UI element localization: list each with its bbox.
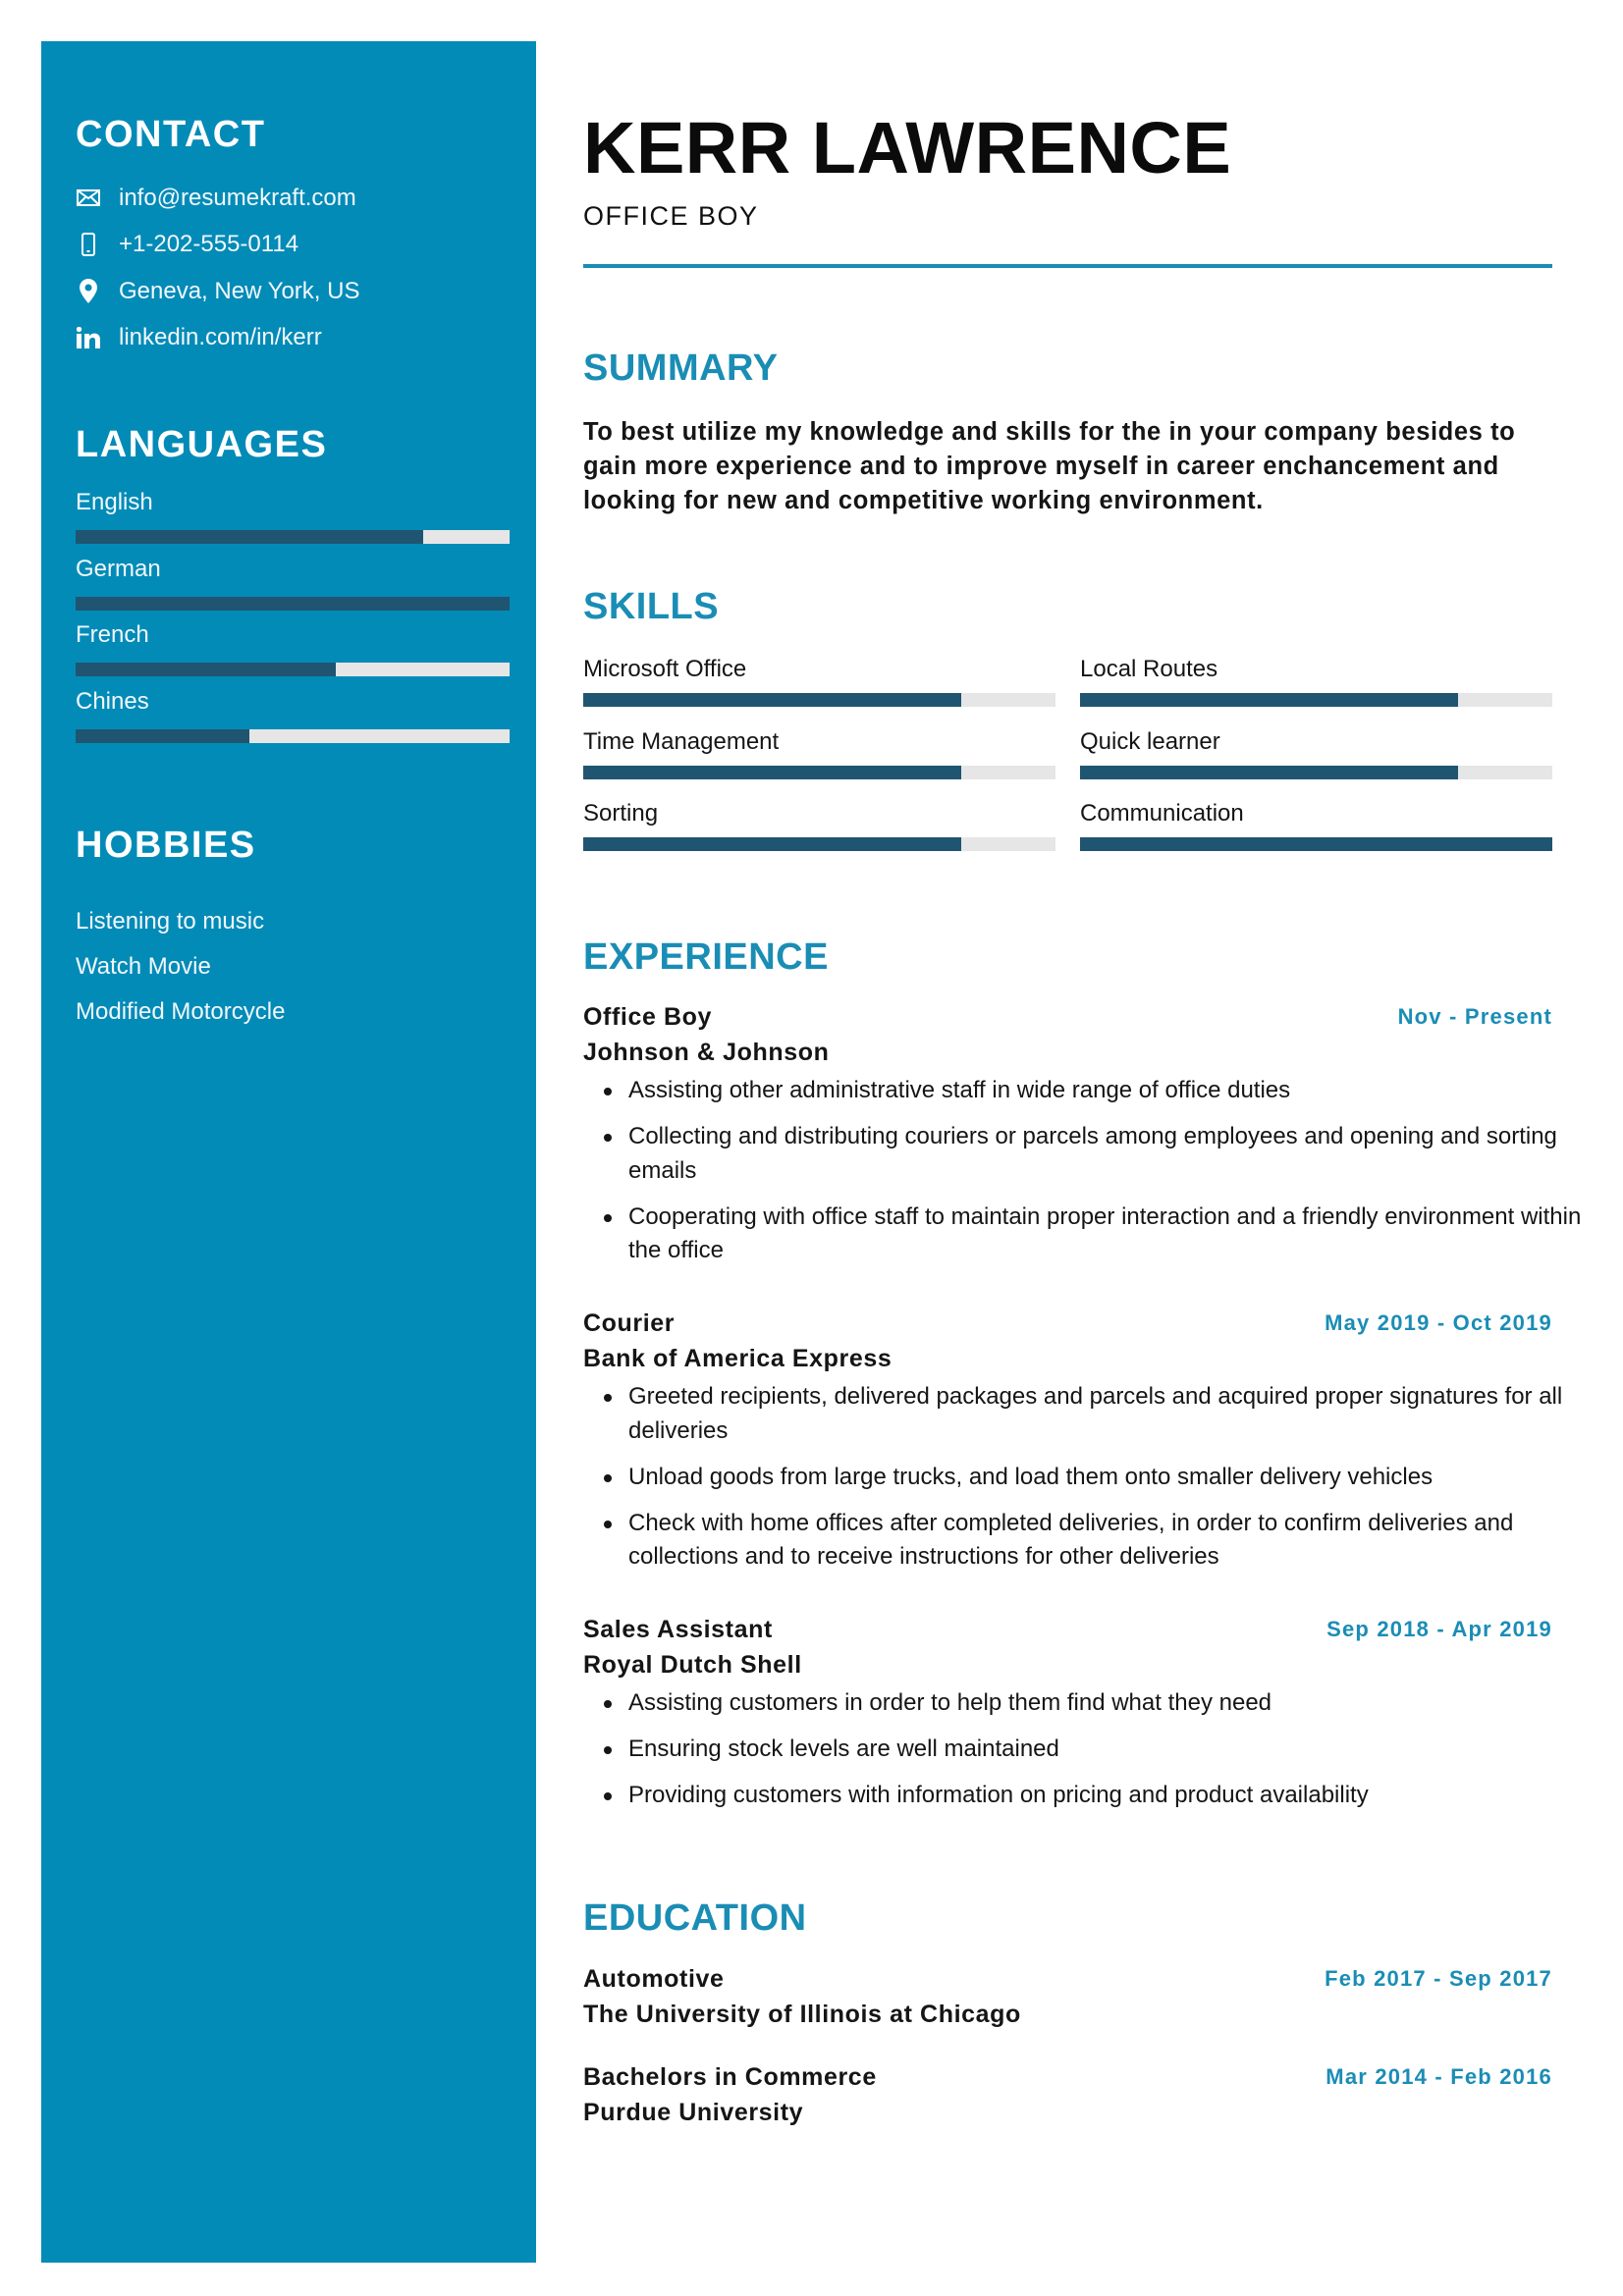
contact-phone-text: +1-202-555-0114 xyxy=(119,231,299,258)
education-date: Mar 2014 - Feb 2016 xyxy=(1325,2064,1552,2089)
job-company: Bank of America Express xyxy=(583,1345,893,1372)
skill-name: Local Routes xyxy=(1080,656,1218,682)
skill-item xyxy=(1080,724,1552,797)
header-divider xyxy=(583,264,1552,268)
experience-entry xyxy=(583,1306,1595,1586)
hobbies-heading: HOBBIES xyxy=(76,825,256,866)
skill-level-bar xyxy=(1080,766,1552,779)
language-name: English xyxy=(76,489,153,515)
job-bullet: Assisting customers in order to help them find what they need xyxy=(583,1686,1595,1721)
contact-list xyxy=(76,175,508,361)
hobby-item: Listening to music xyxy=(76,908,265,934)
job-date: May 2019 - Oct 2019 xyxy=(1325,1310,1552,1335)
skill-level-fill xyxy=(583,766,961,779)
job-date: Nov - Present xyxy=(1397,1004,1552,1029)
skill-item xyxy=(583,652,1055,724)
education-date: Feb 2017 - Sep 2017 xyxy=(1325,1966,1552,1991)
phone-icon xyxy=(76,232,101,257)
job-bullet: Collecting and distributing couriers or parcels among employees and opening and sorting emails xyxy=(583,1120,1595,1188)
skill-level-fill xyxy=(1080,837,1552,851)
hobbies-list xyxy=(76,899,285,1035)
languages-list xyxy=(76,485,510,750)
language-level-fill xyxy=(76,663,336,676)
contact-heading: CONTACT xyxy=(76,114,266,155)
sidebar xyxy=(41,41,536,2263)
summary-text: To best utilize my knowledge and skills for the in your company besides to gain more experience and to improve myself in career enchancement and looking for new and competitive working environment. xyxy=(583,418,1516,514)
language-item xyxy=(76,485,510,552)
contact-linkedin[interactable] xyxy=(76,315,508,362)
education-entry xyxy=(583,2059,1552,2130)
skill-name: Communication xyxy=(1080,800,1244,827)
envelope-icon xyxy=(76,186,101,211)
languages-heading: LANGUAGES xyxy=(76,424,328,465)
job-bullet: Unload goods from large trucks, and load them onto smaller delivery vehicles xyxy=(583,1461,1595,1495)
language-level-fill xyxy=(76,729,249,743)
map-pin-icon xyxy=(76,279,101,304)
skill-item xyxy=(583,796,1055,869)
skill-level-fill xyxy=(1080,766,1458,779)
language-name: German xyxy=(76,555,161,582)
language-name: French xyxy=(76,621,149,648)
skill-name: Quick learner xyxy=(1080,727,1220,755)
education-school: Purdue University xyxy=(583,2099,804,2126)
candidate-name: KERR LAWRENCE xyxy=(583,107,1232,188)
job-title: Office Boy xyxy=(583,1003,713,1031)
skill-item xyxy=(583,724,1055,797)
skill-level-fill xyxy=(583,837,961,851)
experience-heading: EXPERIENCE xyxy=(583,936,829,978)
job-title: Courier xyxy=(583,1309,676,1337)
summary-heading: SUMMARY xyxy=(583,347,779,389)
job-bullets xyxy=(583,1686,1595,1813)
linkedin-icon xyxy=(76,325,101,350)
job-bullet: Greeted recipients, delivered packages and parcels and acquired proper signatures for all deliveries xyxy=(583,1380,1595,1448)
skills-grid xyxy=(583,652,1552,869)
contact-phone[interactable] xyxy=(76,222,508,269)
skill-name: Sorting xyxy=(583,800,659,827)
skill-name: Microsoft Office xyxy=(583,656,747,682)
hobby-item: Watch Movie xyxy=(76,953,211,980)
contact-location xyxy=(76,268,508,315)
language-item xyxy=(76,684,510,751)
job-title: Sales Assistant xyxy=(583,1616,773,1643)
language-level-bar xyxy=(76,729,510,743)
skill-level-fill xyxy=(1080,693,1458,707)
skill-level-bar xyxy=(1080,693,1552,707)
experience-entry xyxy=(583,1612,1595,1825)
job-bullets xyxy=(583,1380,1595,1575)
contact-email-text: info@resumekraft.com xyxy=(119,184,356,211)
skill-item xyxy=(1080,652,1552,724)
skill-name: Time Management xyxy=(583,727,780,755)
job-company: Johnson & Johnson xyxy=(583,1039,830,1066)
contact-email[interactable] xyxy=(76,175,508,222)
skill-level-bar xyxy=(583,766,1055,779)
education-school: The University of Illinois at Chicago xyxy=(583,2001,1021,2028)
language-level-bar xyxy=(76,597,510,611)
language-name: Chines xyxy=(76,687,149,715)
language-level-bar xyxy=(76,663,510,676)
education-degree: Automotive xyxy=(583,1965,725,1993)
job-date: Sep 2018 - Apr 2019 xyxy=(1326,1617,1552,1641)
job-bullet: Check with home offices after completed deliveries, in order to confirm deliveries and collections and to receive instructions for other deliveries xyxy=(583,1507,1595,1575)
language-item xyxy=(76,552,510,618)
skill-level-bar xyxy=(583,693,1055,707)
hobby-item: Modified Motorcycle xyxy=(76,998,286,1025)
skill-item xyxy=(1080,796,1552,869)
language-item xyxy=(76,617,510,684)
skill-level-bar xyxy=(583,837,1055,851)
language-level-fill xyxy=(76,530,423,544)
job-bullet: Ensuring stock levels are well maintained xyxy=(583,1733,1595,1767)
job-bullet: Assisting other administrative staff in wide range of office duties xyxy=(583,1074,1595,1108)
skill-level-bar xyxy=(1080,837,1552,851)
job-bullets xyxy=(583,1074,1595,1268)
job-bullet: Providing customers with information on pricing and product availability xyxy=(583,1779,1595,1813)
language-level-bar xyxy=(76,530,510,544)
language-level-fill xyxy=(76,597,510,611)
experience-entry xyxy=(583,999,1595,1280)
contact-location-text: Geneva, New York, US xyxy=(119,277,360,304)
contact-linkedin-text: linkedin.com/in/kerr xyxy=(119,324,322,351)
education-heading: EDUCATION xyxy=(583,1897,807,1939)
skills-heading: SKILLS xyxy=(583,586,720,627)
job-bullet: Cooperating with office staff to maintain proper interaction and a friendly environment within the office xyxy=(583,1201,1595,1268)
education-entry xyxy=(583,1961,1552,2032)
skill-level-fill xyxy=(583,693,961,707)
education-degree: Bachelors in Commerce xyxy=(583,2063,877,2091)
candidate-role: OFFICE BOY xyxy=(583,201,759,231)
job-company: Royal Dutch Shell xyxy=(583,1651,802,1679)
